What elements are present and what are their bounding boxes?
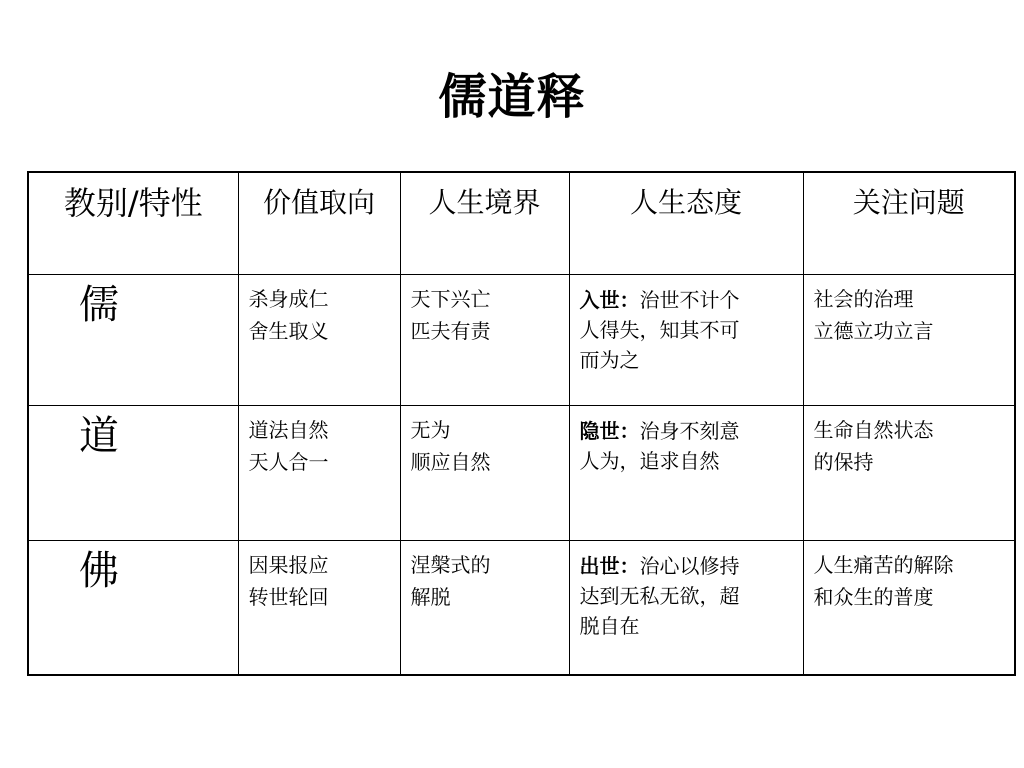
table-row [28,406,1015,541]
realm-line: 匹夫有责 [410,319,491,343]
concern-cell [803,406,1015,541]
realm-cell [400,275,569,406]
table-row [28,275,1015,406]
comparison-table [27,171,1016,676]
attitude-label: 入世： [579,288,640,312]
attitude-line: 治身不刻意 [639,419,740,443]
realm-line: 涅槃式的 [410,553,491,577]
header-label: 价值取向 [262,186,375,219]
table-row [28,541,1015,676]
attitude-line: 人得失，知其不可 [579,318,740,342]
values-cell [238,275,400,406]
value-line: 道法自然 [248,418,329,442]
header-cell [803,172,1015,275]
school-name: 儒 [79,282,119,328]
concern-line: 生命自然状态 [813,418,934,442]
header-label: 教别/特性 [63,184,203,222]
attitude-cell [569,275,803,406]
attitude-line: 达到无私无欲，超 [579,584,740,608]
realm-line: 天下兴亡 [410,287,491,311]
values-cell [238,541,400,676]
slide-title: 儒道释 [438,69,586,125]
attitude-line: 而为之 [579,348,640,372]
row-header-cell [28,406,238,541]
attitude-cell [569,541,803,676]
header-cell [400,172,569,275]
attitude-line: 治心以修持 [639,554,740,578]
header-row [28,172,1015,275]
realm-line: 无为 [410,418,451,442]
header-cell [238,172,400,275]
header-cell [569,172,803,275]
value-line: 杀身成仁 [248,287,329,311]
header-cell [28,172,238,275]
value-line: 转世轮回 [248,585,329,609]
attitude-cell [569,406,803,541]
concern-line: 和众生的普度 [813,585,934,609]
attitude-line: 人为，追求自然 [579,449,720,473]
header-label: 人生境界 [428,186,541,219]
realm-line: 解脱 [410,585,451,609]
realm-cell [400,406,569,541]
concern-cell [803,541,1015,676]
values-cell [238,406,400,541]
value-line: 舍生取义 [248,319,329,343]
realm-line: 顺应自然 [410,450,491,474]
school-name: 道 [79,413,119,459]
attitude-label: 隐世： [579,419,640,443]
header-label: 人生态度 [629,186,742,219]
attitude-line: 治世不计个 [639,288,740,312]
row-header-cell [28,541,238,676]
value-line: 天人合一 [248,450,329,474]
header-label: 关注问题 [852,186,965,219]
concern-line: 的保持 [813,450,874,474]
row-header-cell [28,275,238,406]
attitude-line: 脱自在 [579,614,640,638]
value-line: 因果报应 [248,553,329,577]
realm-cell [400,541,569,676]
concern-line: 社会的治理 [813,287,914,311]
school-name: 佛 [79,548,119,594]
concern-line: 人生痛苦的解除 [813,553,954,577]
concern-line: 立德立功立言 [813,319,934,343]
concern-cell [803,275,1015,406]
attitude-label: 出世： [579,554,640,578]
